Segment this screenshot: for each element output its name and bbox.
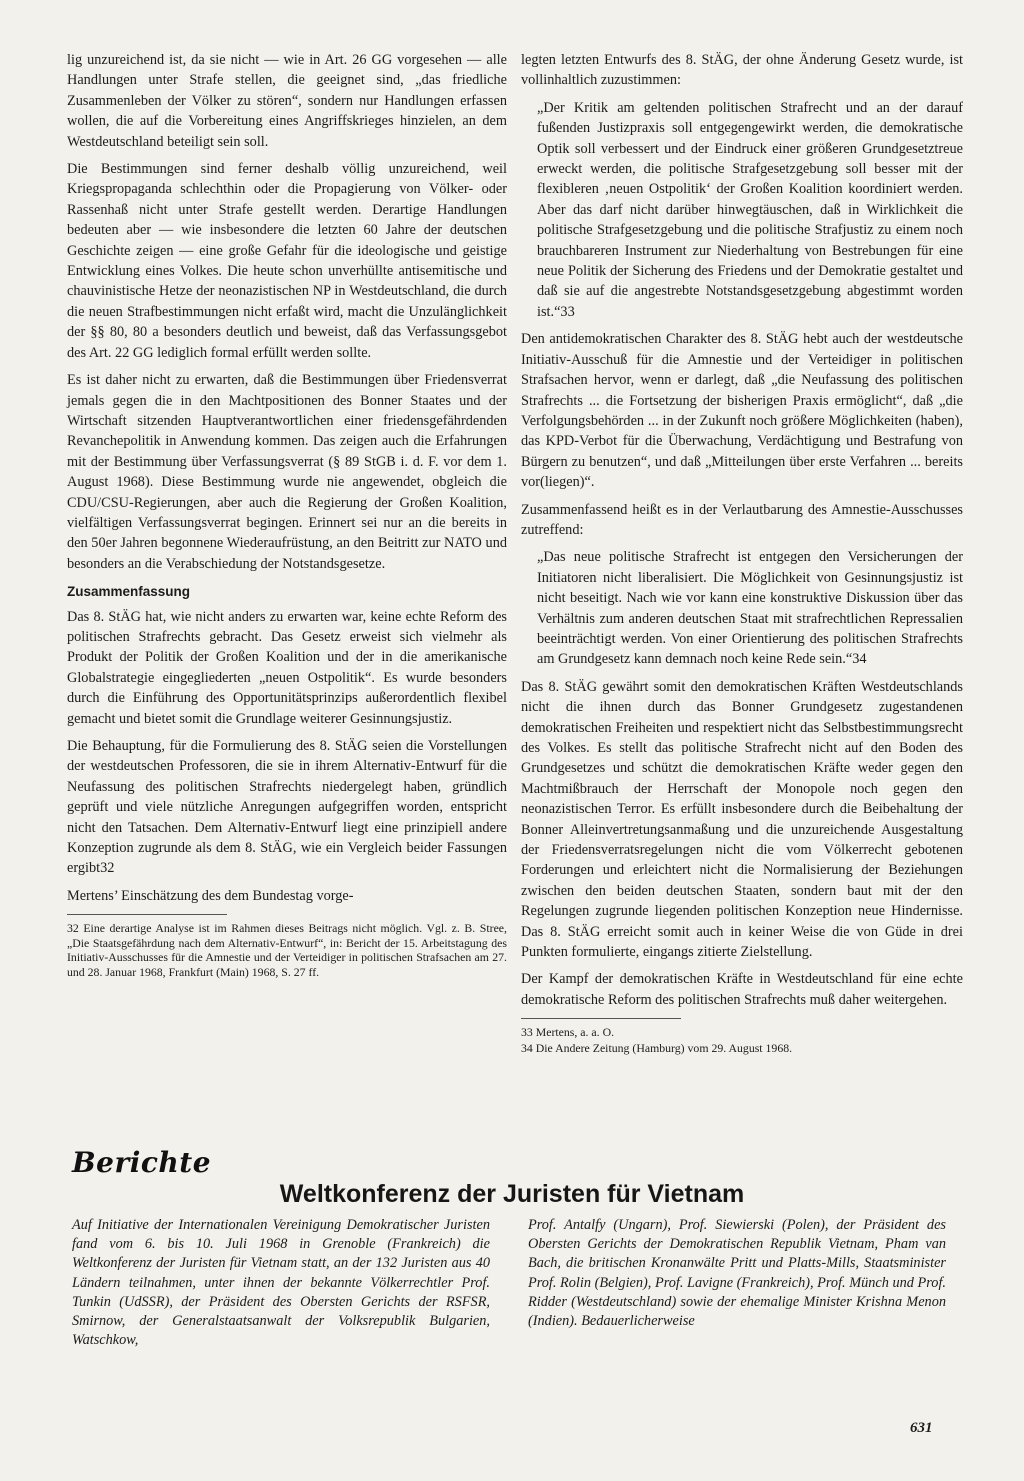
left-paragraph-5: Die Behauptung, für die Formulierung des 8. StÄG seien die Vorstellungen der westdeutschen Professoren, die sie in ihrem Alternativ-Entwurf für die Neufassung des politischen Strafrechts niedergelegt haben, gründlich geprüft und viele nützliche Anregungen aufgegriffen worden, entspricht nicht den Tatsachen. Dem Alternativ-Entwurf liegt eine prinzipiell andere Konzeption zugrunde als dem 8. StÄG, wie ein Vergleich beider Fassungen ergibt32: [67, 738, 507, 877]
page-number: 631: [910, 1420, 933, 1436]
left-paragraph-3: Es ist daher nicht zu erwarten, daß die Bestimmungen über Friedensverrat jemals gegen die in den Machtpositionen des Bonner Staates und der Wirtschaft sitzenden Hauptverantwortlichen einer friedensgefährdenden Revanchepolitik in Anwendung kommen. Das zeigen auch die Erfahrungen mit der Bestimmung über Verfassungsverrat (§ 89 StGB i. d. F. vor dem 1. August 1968). Diese Bestimmung wurde nie angewendet, obgleich die CDU/CSU-Regierungen, aber auch die Regierung der Großen Koalition, vielfältigen Verfassungsverrat begingen. Erinnert sei nur an die bereits in den 50er Jahren begonnene Wiederaufrüstung, an den Beitritt zur NATO und besonders an die Verabschiedung der Notstandsgesetze.: [67, 372, 507, 572]
quote-2: „Das neue politische Strafrecht ist entgegen den Versicherungen der Initiatoren nicht liberalisiert. Die Möglichkeit von Gesinnungsjustiz ist nicht beseitigt. Nach wie vor kann eine konstruktive Diskussion über das Verhältnis zum anderen deutschen Staat mit strafrechtlichen Repressalien beeinträchtigt werden. Von einer Orientierung des politischen Strafrechts am Grundgesetz kann demnach noch keine Rede sein.“34: [537, 549, 963, 668]
left-paragraph-2: Die Bestimmungen sind ferner deshalb völlig unzureichend, weil Kriegspropaganda schlechthin oder die Propagierung von Völker- oder Rassenhaß nicht unter Strafe gestellt werden. Derartige Handlungen bedeuten aber — wie insbesondere die letzten 60 Jahre der deutschen Geschichte zeigen — eine große Gefahr für die ideologische und geistige Entwicklung eines Volkes. Die heute schon unverhüllte antisemitische und chauvinistische Hetze der neonazistischen NP in Westdeutschland, die durch die neuen Strafbestimmungen nicht erfaßt wird, macht die Unzulänglichkeit der §§ 80, 80 a besonders deutlich und beweist, daß das Verfassungsgebot des Art. 22 GG lediglich formal erfüllt werden sollte.: [67, 161, 507, 361]
intro-right: Prof. Antalfy (Ungarn), Prof. Siewierski (Polen), der Präsident des Obersten Gerichts der Demokratischen Republik Vietnam, Pham van Bach, die britischen Kronanwälte Pritt und Platts-Mills, Staatsminister Prof. Rolin (Belgien), Prof. Lavigne (Frankreich), Prof. Münch und Prof. Ridder (Westdeutschland) sowie der ehemalige Minister Krishna Menon (Indien). Bedauerlicherweise: [528, 1217, 946, 1330]
left-paragraph-6: Mertens’ Einschätzung des dem Bundestag vorge-: [67, 887, 354, 904]
right-paragraph-5: Der Kampf der demokratischen Kräfte in Westdeutschland für eine echte demokratische Reform des politischen Strafrechts muß daher weitergehen.: [521, 971, 963, 1008]
quote-1: „Der Kritik am geltenden politischen Strafrecht und an der darauf fußenden Justizpraxis soll entgegengewirkt werden, die demokratische Optik soll verbessert und der Eindruck einer größeren Grundgesetztreue erweckt werden, die politische Strafgesetzgebung soll besser mit der flexibleren ‚neuen Ostpolitik‘ der Großen Koalition koordiniert werden. Aber das darf nicht darüber hinwegtäuschen, daß in Wirklichkeit die politische Strafgesetzgebung und die politische Strafjustiz zu einem noch brauchbareren Instrument zur Niederhaltung von Bestrebungen für eine neue Politik der Sicherung des Friedens und der Demokratie gestaltet und daß sie auf die angestrebte Notstandsgesetzgebung abgestimmt worden ist.“33: [537, 99, 963, 320]
left-paragraph-4: Das 8. StÄG hat, wie nicht anders zu erwarten war, keine echte Reform des politischen Strafrechts gebracht. Das Gesetz erweist sich vielmehr als Produkt der Politik der Großen Koalition und der in die amerikanische Globalstrategie eingegliederten „neuen Ostpolitik“. Es wurde besonders durch die Einführung des Opportunitätsprinzips außerordentlich flexibel gemacht und bietet somit die Grundlage weiterer Gesinnungsjustiz.: [67, 608, 507, 727]
right-paragraph-3: Zusammenfassend heißt es in der Verlautbarung des Amnestie-Ausschusses zutreffend:: [521, 501, 963, 538]
footnote-33: 33 Mertens, a. a. O.: [521, 1025, 615, 1040]
right-paragraph-2: Den antidemokratischen Charakter des 8. StÄG hebt auch der westdeutsche Initiativ-Ausschuß für die Amnestie und der Verteidiger in politischen Strafsachen hervor, wenn er darlegt, daß „die Neufassung des politischen Strafrechts ... die Fortsetzung der bisherigen Praxis ermöglicht“, daß „die Verfolgungsbehörden ... in der Zukunft noch größere Möglichkeiten (haben), das KPD-Verbot für die Überwachung, Verdächtigung und Bestrafung von Bürgern zu benutzen“, und daß „Mitteilungen über erste Verfahren ... bereits vor(liegen)“.: [521, 331, 963, 491]
right-paragraph-4: Das 8. StÄG gewährt somit den demokratischen Kräften Westdeutschlands nicht die ihnen durch das Bonner Grundgesetz zugestandenen demokratischen Freiheiten und respektiert nicht das Selbstbestimmungsrecht des Volkes. Es stellt das politische Strafrecht nicht auf den Boden des Grundgesetzes und schützt die demokratischen Kräfte weder gegen den Machtmißbrauch der Herrschaft der Monopole noch gegen den neonazistischen Terror. Es erfüllt insbesondere durch die Beibehaltung der Bonner Alleinvertretungsanmaßung und die unzureichende Ausgestaltung der Friedensverratsregelungen nicht die vom Völkerrecht gebotenen Forderungen und erleichtert nicht die Normalisierung der Beziehungen zwischen den beiden deutschen Staaten, sondern baut mit der den Regelungen zugrunde liegenden politischen Konzeption neue Hindernisse. Das 8. StÄG erreicht somit auch in keiner Weise die von Güde in drei Punkten formulierte, eingangs zitierte Zielstellung.: [521, 678, 963, 961]
right-paragraph-1: legten letzten Entwurfs des 8. StÄG, der ohne Änderung Gesetz wurde, ist vollinhaltlich zuzustimmen:: [521, 52, 963, 89]
right-footnotes: [521, 1025, 963, 1055]
left-column: [67, 50, 507, 980]
right-column: [521, 50, 963, 1056]
footnote-rule: [67, 914, 227, 915]
article-headline: Weltkonferenz der Juristen für Vietnam: [279, 1180, 745, 1208]
intro-left: Auf Initiative der Internationalen Vereinigung Demokratischer Juristen fand vom 6. bis 10. Juli 1968 in Grenoble (Frankreich) die Weltkonferenz der Juristen für Vietnam statt, an der 132 Juristen aus 40 Ländern teilnahmen, unter ihnen der bekannte Völkerrechtler Prof. Tunkin (UdSSR), der Präsident des Obersten Gerichts der RSFSR, Smirnow, der Generalstaatsanwalt der Volksrepublik Bulgarien, Watschkow,: [72, 1217, 490, 1349]
left-footnote: 32 Eine derartige Analyse ist im Rahmen dieses Beitrags nicht möglich. Vgl. z. B. Stree, „Die Staatsgefährdung nach dem Alternativ-Entwurf“, in: Bericht der 15. Arbeitstagung des Initiativ-Ausschusses für die Amnestie und der Verteidiger in politischen Strafsachen am 27. und 28. Januar 1968, Frankfurt (Main) 1968, S. 27 ff.: [67, 921, 507, 980]
section-logo-berichte: Berichte: [72, 1146, 212, 1179]
footnote-rule: [521, 1018, 681, 1019]
section-heading-zusammenfassung: Zusammenfassung: [67, 584, 191, 600]
left-paragraph-1: lig unzureichend ist, da sie nicht — wie in Art. 26 GG vorgesehen — alle Handlungen unter Strafe stellen, die geeignet sind, „das friedliche Zusammenleben der Völker zu stören“, sondern nur Handlungen erfassen wollen, die auf die Vorbereitung eines Angriffskrieges hinzielen, an dem Westdeutschland beteiligt sein soll.: [67, 52, 507, 150]
footnote-34: 34 Die Andere Zeitung (Hamburg) vom 29. August 1968.: [521, 1040, 793, 1055]
